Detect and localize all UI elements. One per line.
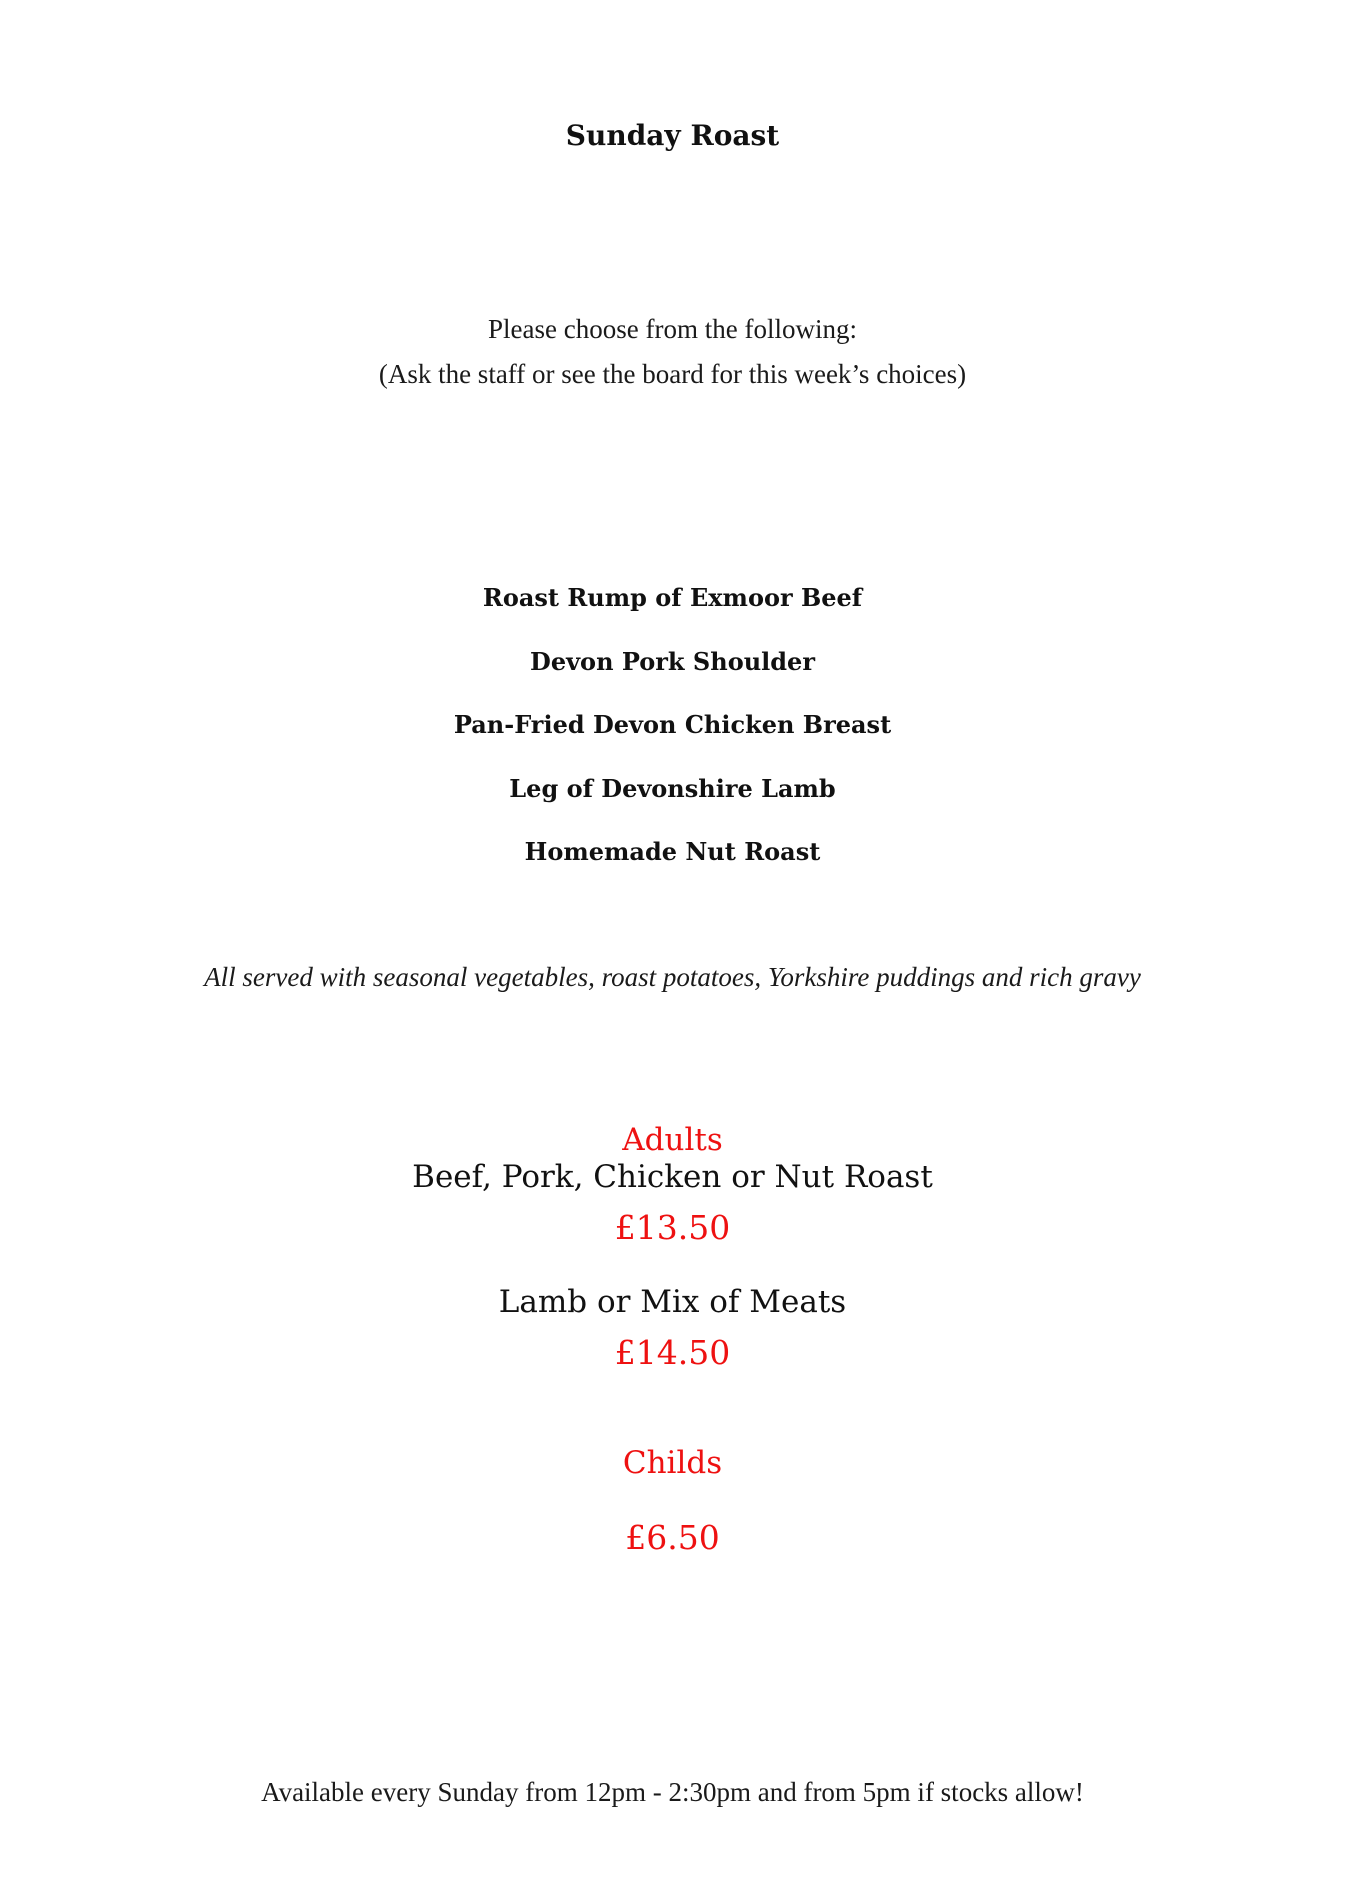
dish-item: Roast Rump of Exmoor Beef: [482, 583, 863, 612]
dish-item: Devon Pork Shoulder: [530, 647, 815, 676]
adult-option-price: £14.50: [614, 1333, 731, 1372]
intro-instruction: Please choose from the following:: [488, 314, 857, 344]
adult-option-description: Lamb or Mix of Meats: [498, 1284, 847, 1320]
dish-item: Pan-Fried Devon Chicken Breast: [453, 710, 892, 739]
dish-item: Leg of Devonshire Lamb: [509, 774, 836, 803]
adult-option-price: £13.50: [614, 1208, 731, 1247]
availability-note: Available every Sunday from 12pm - 2:30pm and from 5pm if stocks allow!: [261, 1777, 1084, 1807]
served-with-note: All served with seasonal vegetables, roast potatoes, Yorkshire puddings and rich gravy: [204, 962, 1141, 992]
childs-price: £6.50: [625, 1518, 720, 1557]
childs-heading: Childs: [622, 1445, 723, 1481]
page-title: Sunday Roast: [565, 119, 780, 152]
dish-item: Homemade Nut Roast: [524, 837, 821, 866]
intro-note: (Ask the staff or see the board for this week’s choices): [378, 359, 967, 389]
adults-heading: Adults: [622, 1122, 723, 1158]
adult-option-description: Beef, Pork, Chicken or Nut Roast: [412, 1159, 933, 1195]
